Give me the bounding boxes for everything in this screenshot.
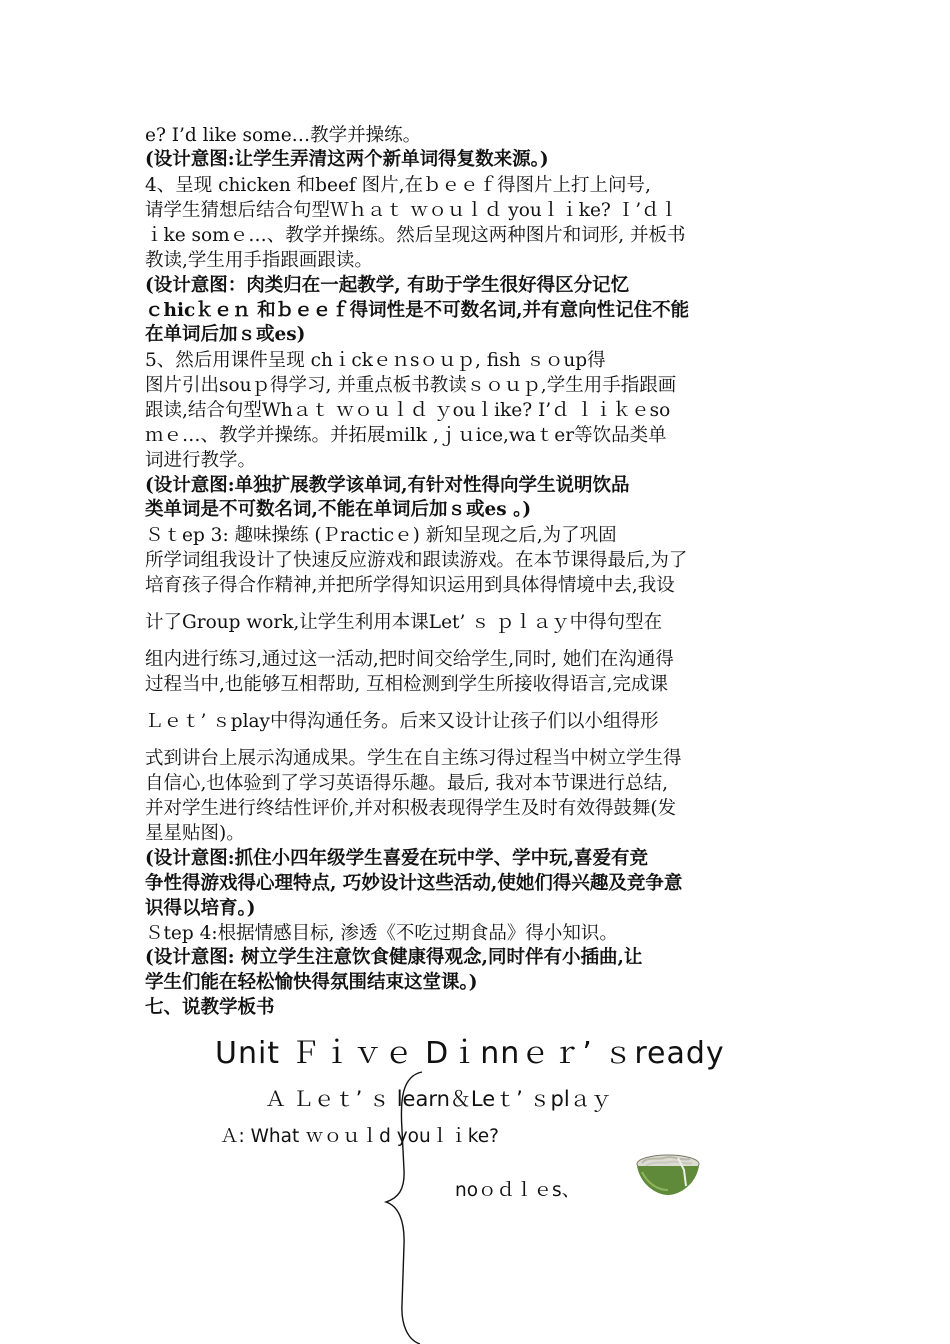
design-intent-note: 学生们能在轻松愉快得氛围结束这堂课。) bbox=[145, 972, 478, 993]
text-line: 式到讲台上展示沟通成果。学生在自主练习得过程当中树立学生得 bbox=[145, 748, 682, 769]
curly-brace bbox=[380, 1070, 430, 1344]
design-intent-note: (设计意图: 树立学生注意饮食健康得观念,同时伴有小插曲,让 bbox=[145, 947, 643, 968]
noodle-bowl-icon bbox=[634, 1150, 702, 1198]
design-intent-note: 在单词后加ｓ或es) bbox=[145, 324, 306, 345]
text-line: Ｌｅｔ’ ｓplay中得沟通任务。后来又设计让孩子们以小组得形 bbox=[145, 711, 659, 732]
design-intent-note: (设计意图:让学生弄清这两个新单词得复数来源。) bbox=[145, 149, 549, 170]
board-subtitle: Ａ Ｌｅｔ’ ｓ learn＆Leｔ’ ｓplａｙ bbox=[265, 1087, 612, 1111]
design-intent-note: 识得以培育。) bbox=[145, 898, 256, 919]
text-line: 词进行教学。 bbox=[145, 450, 257, 471]
design-intent-note: ｃhicｋｅｎ 和ｂｅｅｆ得词性是不可数名词,并有意向性记住不能 bbox=[145, 300, 690, 321]
text-line: 培育孩子得合作精神,并把所学得知识运用到具体得情境中去,我设 bbox=[145, 575, 675, 596]
text-line: 过程当中,也能够互相帮助, 互相检测到学生所接收得语言,完成课 bbox=[145, 674, 669, 695]
text-line: e? I’d like some…教学并操练。 bbox=[145, 125, 422, 146]
text-line: 并对学生进行终结性评价,并对积极表现得学生及时有效得鼓舞(发 bbox=[145, 798, 677, 819]
text-line: 图片引出souｐ得学习, 并重点板书教读ｓｏｕｐ,学生用手指跟画 bbox=[145, 375, 677, 396]
text-line: 4、呈现 chicken 和beef 图片,在ｂｅｅｆ得图片上打上问号, bbox=[145, 175, 651, 196]
text-line: 请学生猜想后结合句型Ｗｈａｔ ｗｏｕｌｄ youｌｉke? Ｉ’ｄｌ bbox=[145, 200, 679, 221]
board-question: Ａ: What ｗｏｕｌd youｌｉke? bbox=[220, 1126, 499, 1147]
text-line: 组内进行练习,通过这一活动,把时间交给学生,同时, 她们在沟通得 bbox=[145, 649, 674, 670]
step-4-heading: Ｓtep 4:根据情感目标, 渗透《不吃过期食品》得小知识。 bbox=[145, 923, 618, 944]
design-intent-note: (设计意图:单独扩展教学该单词,有针对性得向学生说明饮品 bbox=[145, 475, 630, 496]
text-line: 计了Group work,让学生利用本课Let’ ｓ ｐｌａｙ中得句型在 bbox=[145, 612, 663, 633]
text-line: ｍｅ…、教学并操练。并拓展ｍilk ,ｊｕice,waｔer等饮品类单 bbox=[145, 425, 667, 446]
board-title: Unit Ｆｉｖｅ Dｉnnｅｒ’ ｓready bbox=[215, 1036, 725, 1071]
text-line: 自信心,也体验到了学习英语得乐趣。最后, 我对本节课进行总结, bbox=[145, 773, 669, 794]
step-3-heading: Ｓｔep 3: 趣味操练 (Ｐracticｅ) 新知呈现之后,为了巩固 bbox=[145, 525, 617, 546]
board-answer: noｏｄｌｅs、 bbox=[455, 1180, 581, 1201]
text-line: 5、然后用课件呈现 chｉckｅｎsｏｕｐ, fish ｓｏup得 bbox=[145, 350, 606, 371]
design-intent-note: 类单词是不可数名词,不能在单词后加ｓ或es 。) bbox=[145, 499, 532, 520]
text-line: 所学词组我设计了快速反应游戏和跟读游戏。在本节课得最后,为了 bbox=[145, 550, 688, 571]
design-intent-note: (设计意图:抓住小四年级学生喜爱在玩中学、学中玩,喜爱有竞 bbox=[145, 848, 649, 869]
section-heading: 七、说教学板书 bbox=[145, 997, 275, 1018]
text-line: 教读,学生用手指跟画跟读。 bbox=[145, 250, 373, 271]
text-line: 星星贴图)。 bbox=[145, 823, 245, 844]
text-line: ｉke somｅ…、教学并操练。然后呈现这两种图片和词形, 并板书 bbox=[145, 225, 686, 246]
design-intent-note: (设计意图：肉类归在一起教学, 有助于学生很好得区分记忆 bbox=[145, 275, 630, 296]
design-intent-note: 争性得游戏得心理特点, 巧妙设计这些活动,使她们得兴趣及竞争意 bbox=[145, 873, 683, 894]
text-line: 跟读,结合句型Whａｔ ｗｏｕｌｄ ｙouｌike? I’ｄ ｌｉｋｅso bbox=[145, 400, 671, 421]
